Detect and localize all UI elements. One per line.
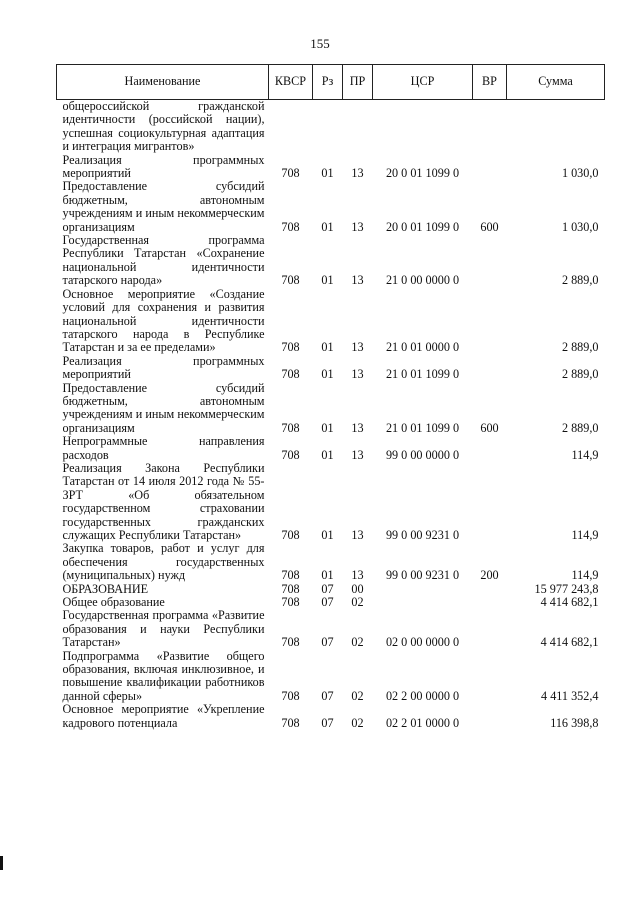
cell-vr [473,650,507,704]
cell-name: Подпрограмма «Развитие общего образования, включая инклюзивное, и повышение квалификации работников данной сферы» [62,648,265,703]
cell-csr: 21 0 01 1099 0 [385,420,460,435]
cell-kvsr: 708 [281,340,300,355]
cell-csr: 02 2 00 0000 0 [385,688,460,703]
table-row [57,583,605,596]
cell-kvsr: 708 [281,528,300,542]
cell-vr [473,234,507,288]
cell-vr: 200 [480,568,499,583]
cell-kvsr: 708 [281,273,300,288]
cell-sum: 1 030,0 [561,166,599,181]
header-sum: Сумма [507,65,605,100]
cell-kvsr: 708 [281,367,300,382]
table-body [57,100,605,731]
table-row [57,542,605,582]
cell-vr: 600 [480,219,499,234]
cell-pr: 00 [351,581,364,596]
cell-vr [473,435,507,462]
cell-rz: 01 [321,340,334,355]
table-row [57,355,605,382]
cell-kvsr: 708 [281,635,300,650]
cell-sum: 2 889,0 [561,273,599,288]
cell-csr: 20 0 01 1099 0 [385,166,460,181]
cell-sum: 4 414 682,1 [540,595,599,610]
cell-pr: 02 [351,595,364,610]
cell-vr [473,609,507,649]
cell-csr: 02 2 01 0000 0 [385,715,460,730]
cell-vr [473,288,507,355]
cell-name: ОБРАЗОВАНИЕ [62,581,149,596]
cell-rz: 01 [321,568,334,583]
cell-name: Закупка товаров, работ и услуг для обеспечения государственных (муниципальных) нужд [62,541,265,583]
cell-kvsr: 708 [281,447,300,462]
table-row [57,100,605,154]
cell-pr: 02 [351,635,364,650]
cell-sum: 15 977 243,8 [534,581,599,596]
cell-vr [473,154,507,181]
cell-sum: 116 398,8 [550,715,599,730]
cell-vr [473,583,507,596]
cell-vr [473,462,507,542]
header-csr: ЦСР [373,65,473,100]
cell-rz: 01 [321,166,334,181]
cell-rz: 01 [321,367,334,382]
cell-kvsr: 708 [281,420,300,435]
table-row [57,180,605,234]
cell-name: Предоставление субсидий бюджетным, автономным учреждениям и иным некоммерческим организациям [62,179,265,234]
table-row [57,154,605,181]
cell-sum: 4 414 682,1 [540,635,599,650]
cell-vr [473,355,507,382]
cell-sum: 1 030,0 [561,219,599,234]
table-row [57,703,605,730]
table-row [57,435,605,462]
cell-rz: 01 [321,528,334,542]
cell-csr [373,100,473,154]
table-row [57,609,605,649]
cell-csr [373,583,473,596]
cell-csr: 99 0 00 9231 0 [385,528,460,542]
cell-rz: 07 [321,595,334,610]
cell-name: Непрограммные направления расходов [62,434,265,462]
budget-table [56,64,605,730]
cell-pr: 02 [351,715,364,730]
cell-sum: 2 889,0 [561,340,599,355]
cell-kvsr: 708 [281,166,300,181]
cell-pr: 02 [351,688,364,703]
cell-rz: 07 [321,581,334,596]
cell-vr [473,100,507,154]
cell-sum: 114,9 [571,447,599,462]
cell-rz [313,100,343,154]
cell-name: Реализация программных мероприятий [62,353,265,382]
cell-vr: 600 [480,420,499,435]
cell-pr: 13 [351,273,364,288]
cell-kvsr: 708 [281,688,300,703]
cell-kvsr: 708 [281,568,300,583]
table-row [57,288,605,355]
cell-pr: 13 [351,568,364,583]
cell-csr: 21 0 00 0000 0 [385,273,460,288]
cell-vr [473,596,507,609]
cell-sum: 2 889,0 [561,420,599,435]
cell-csr: 02 0 00 0000 0 [385,635,460,650]
cell-csr: 21 0 01 0000 0 [385,340,460,355]
cell-kvsr: 708 [281,219,300,234]
cell-sum: 4 411 352,4 [541,688,599,703]
cell-pr: 13 [351,528,364,542]
cell-rz: 01 [321,420,334,435]
cell-name: Основное мероприятие «Укрепление кадрового потенциала [62,702,265,730]
margin-mark [0,856,3,870]
cell-csr: 21 0 01 1099 0 [385,367,460,382]
cell-pr: 13 [351,340,364,355]
header-name: Наименование [57,65,269,100]
cell-sum: 2 889,0 [561,367,599,382]
table-row [57,234,605,288]
cell-pr: 13 [351,420,364,435]
table-row [57,462,605,542]
header-rz: Рз [313,65,343,100]
cell-name: Общее образование [62,595,165,610]
table-row [57,650,605,704]
cell-kvsr: 708 [281,715,300,730]
cell-csr [373,596,473,609]
cell-kvsr: 708 [281,595,300,610]
cell-pr [343,100,373,154]
cell-sum: 114,9 [571,528,599,542]
cell-name: Реализация Закона Республики Татарстан от 14 июля 2012 года № 55-ЗРТ «Об обязательном государственном страховании государственных гражданских служащих Республики Татарстан» [62,460,265,542]
table-row [57,596,605,609]
cell-name: Государственная программа «Развитие образования и науки Республики Татарстан» [62,608,265,650]
cell-sum [507,100,605,154]
cell-kvsr: 708 [281,581,300,596]
cell-csr: 20 0 01 1099 0 [385,219,460,234]
cell-sum: 114,9 [571,568,599,583]
cell-rz: 01 [321,273,334,288]
cell-rz: 01 [321,219,334,234]
header-pr: ПР [343,65,373,100]
cell-name: Государственная программа Республики Татарстан «Сохранение национальной идентичности татарского народа» [62,233,265,288]
cell-name: Основное мероприятие «Создание условий для сохранения и развития национальной идентичности татарского народа в Республике Татарстан и за ее пределами» [62,286,265,355]
cell-pr: 13 [351,219,364,234]
cell-rz: 01 [321,447,334,462]
cell-csr: 99 0 00 0000 0 [385,447,460,462]
cell-rz: 07 [321,635,334,650]
cell-csr: 99 0 00 9231 0 [385,568,460,583]
cell-kvsr [269,100,313,154]
cell-pr: 13 [351,367,364,382]
cell-name: Реализация программных мероприятий [62,152,265,181]
header-vr: ВР [473,65,507,100]
cell-pr: 13 [351,447,364,462]
header-row [57,65,605,100]
cell-pr: 13 [351,166,364,181]
table-row [57,382,605,436]
cell-rz: 07 [321,715,334,730]
header-kvsr: КВСР [269,65,313,100]
cell-rz: 07 [321,688,334,703]
page-number: 155 [310,36,330,51]
cell-vr [473,703,507,730]
cell-name: общероссийской гражданской идентичности (российской нации), успешная социокультурная адаптация и интеграция мигрантов» [62,99,265,154]
cell-name: Предоставление субсидий бюджетным, автономным учреждениям и иным некоммерческим организациям [62,380,265,435]
